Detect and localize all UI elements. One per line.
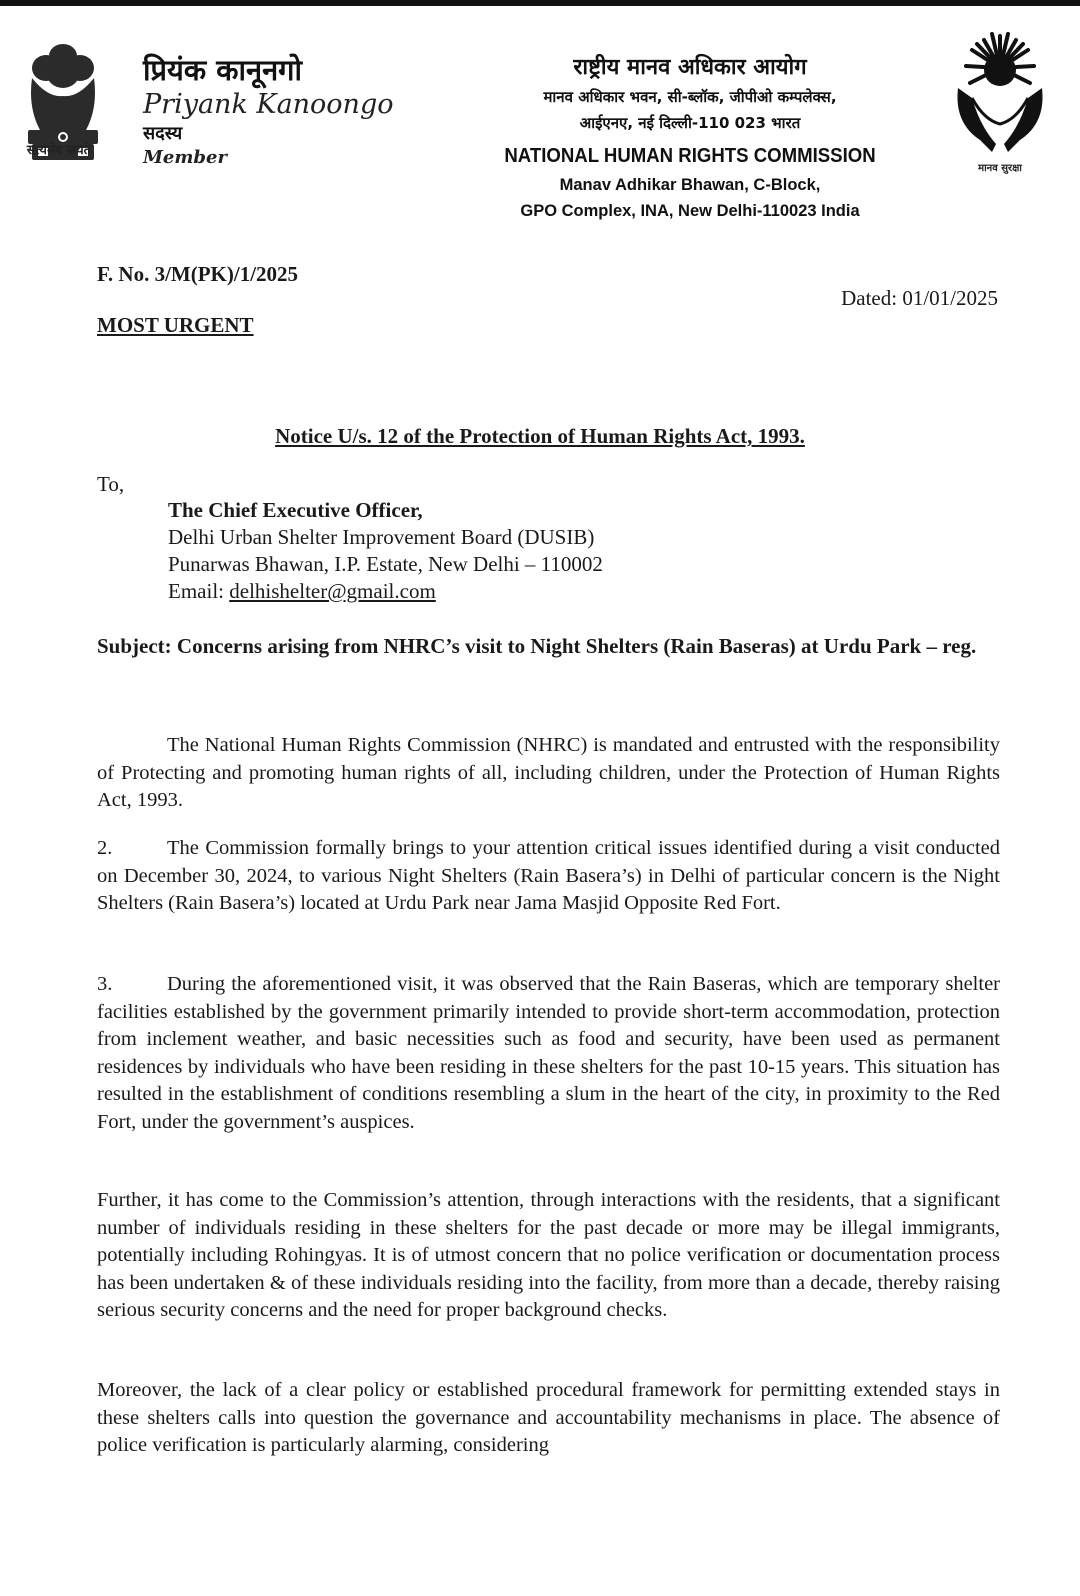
addressee-email-line	[168, 578, 603, 605]
member-name-hindi: प्रियंक कानूनगो	[143, 53, 303, 87]
paragraph-3	[97, 971, 1000, 1136]
paragraph-2-text: The Commission formally brings to your attention critical issues identified during a visit conducted on December 30, 2024, to various Night Shelters (Rain Basera’s) in Delhi of particular concern is the Night Shelters (Rain Basera’s) located at Urdu Park near Jama Masjid Opposite Red Fort.	[97, 837, 1000, 914]
paragraph-4-text: Further, it has come to the Commission’s attention, through interactions with the residents, that a significant number of individuals residing in these shelters for the past decade or more may be illegal immigrants, potentially including Rohingyas. It is of utmost concern that no police verification or documentation process has been undertaken & of these individuals residing into the facility, from more than a decade, thereby raising serious security concerns and the need for proper background checks.	[97, 1189, 1000, 1321]
addressee-organization: Delhi Urban Shelter Improvement Board (DUSIB)	[168, 525, 595, 549]
org-address-english-line2: GPO Complex, INA, New Delhi-110023 India	[520, 202, 860, 220]
paragraph-5-text: Moreover, the lack of a clear policy or established procedural framework for permitting extended stays in these shelters calls into question the governance and accountability mechanisms in place. The absence of police verification is particularly alarming, considering	[97, 1379, 1000, 1456]
member-role-english: Member	[143, 147, 227, 168]
addressee-block	[168, 497, 603, 605]
letter-date: Dated: 01/01/2025	[841, 286, 998, 310]
paragraph-2	[97, 835, 1000, 918]
top-edge-bar	[0, 0, 1080, 6]
org-address-hindi-line2: आईएनए, नई दिल्ली-110 023 भारत	[579, 114, 801, 132]
paragraph-1	[97, 732, 1000, 815]
notice-title: Notice U/s. 12 of the Protection of Human Rights Act, 1993.	[275, 424, 805, 448]
state-emblem-icon	[18, 38, 108, 198]
email-link[interactable]: delhishelter@gmail.com	[229, 579, 436, 603]
nhrc-logo-icon	[950, 28, 1050, 178]
paragraph-5	[97, 1377, 1000, 1460]
priority-label: MOST URGENT	[97, 313, 254, 337]
paragraph-3-text: During the aforementioned visit, it was observed that the Rain Baseras, which are temporary shelter facilities established by the government primarily intended to provide short-term accommodation, protection from inclement weather, and basic necessities such as food and security, have been used as permanent residences by individuals who have been residing in these shelters for the past 10-15 years. This situation has resulted in the establishment of conditions resembling a slum in the heart of the city, in proximity to the Red Fort, under the government’s auspices.	[97, 973, 1000, 1133]
paragraph-1-text: The National Human Rights Commission (NHRC) is mandated and entrusted with the responsibility of Protecting and promoting human rights of all, including children, under the Protection of Human Rights Act, 1993.	[97, 734, 1000, 811]
member-role-hindi: सदस्य	[143, 123, 183, 144]
addressee-address: Punarwas Bhawan, I.P. Estate, New Delhi – 110002	[168, 552, 603, 576]
org-name-hindi: राष्ट्रीय मानव अधिकार आयोग	[573, 55, 807, 80]
emblem-motto: सत्यमेव जयते	[26, 143, 92, 158]
paragraph-3-number: 3.	[97, 973, 113, 995]
salutation: To,	[97, 472, 125, 496]
email-label: Email:	[168, 579, 230, 603]
member-block	[143, 52, 394, 170]
org-address-english-line1: Manav Adhikar Bhawan, C-Block,	[559, 176, 821, 194]
file-number: F. No. 3/M(PK)/1/2025	[97, 262, 299, 286]
org-name-english: NATIONAL HUMAN RIGHTS COMMISSION	[504, 145, 876, 167]
paragraph-2-number: 2.	[97, 837, 113, 859]
org-address-hindi-line1: मानव अधिकार भवन, सी-ब्लॉक, जीपीओ कम्पलेक्स,	[543, 88, 837, 106]
member-name-english: Priyank Kanoongo	[143, 89, 394, 120]
nhrc-logo-caption: मानव सुरक्षा	[978, 163, 1022, 174]
addressee-title: The Chief Executive Officer,	[168, 498, 423, 522]
organization-block	[470, 52, 910, 224]
subject-line: Subject: Concerns arising from NHRC’s visit to Night Shelters (Rain Baseras) at Urdu Park – reg.	[97, 634, 977, 658]
paragraph-4	[97, 1187, 1000, 1325]
